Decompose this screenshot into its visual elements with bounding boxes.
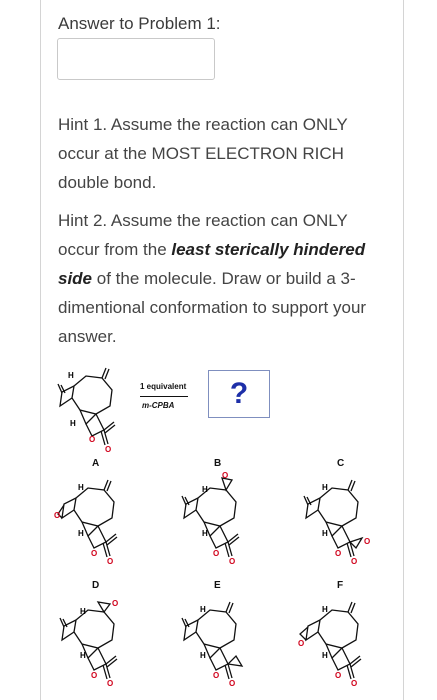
- reagent-amount: 1 equivalent: [140, 382, 187, 391]
- choice-label-a: A: [92, 458, 100, 469]
- atom-h: H: [322, 651, 328, 660]
- atom-h: H: [322, 529, 328, 538]
- atom-o: O: [298, 639, 305, 648]
- atom-o: O: [229, 557, 236, 564]
- atom-o: O: [351, 679, 358, 686]
- reaction-figure: [52, 360, 392, 700]
- atom-h: H: [202, 485, 208, 494]
- atom-h: H: [80, 651, 86, 660]
- choice-label-c: C: [337, 458, 345, 469]
- atom-o: O: [54, 511, 61, 520]
- choice-f-molecule: [298, 596, 384, 686]
- atom-h: H: [200, 651, 206, 660]
- choice-label-b: B: [214, 458, 222, 469]
- atom-h: H: [70, 419, 76, 428]
- atom-h: H: [202, 529, 208, 538]
- atom-o: O: [107, 679, 114, 686]
- atom-h: H: [78, 483, 84, 492]
- atom-o: O: [213, 549, 220, 558]
- atom-o: O: [105, 445, 112, 452]
- choice-e-structure[interactable]: [176, 596, 262, 686]
- atom-o: O: [91, 549, 98, 558]
- hint-1: Hint 1. Assume the reaction can ONLY occur at the MOST ELECTRON RICH double bond.: [58, 115, 348, 192]
- atom-h: H: [78, 529, 84, 538]
- choice-f-structure[interactable]: [298, 596, 384, 686]
- atom-o: O: [229, 679, 236, 686]
- atom-o: O: [335, 549, 342, 558]
- atom-o: O: [89, 435, 96, 444]
- choice-d-structure[interactable]: [54, 594, 136, 686]
- atom-o: O: [364, 537, 371, 546]
- choice-a-molecule: [54, 474, 136, 564]
- unknown-product-box: ?: [208, 370, 270, 418]
- choice-a-structure[interactable]: [54, 474, 136, 564]
- choice-c-molecule: [298, 474, 384, 564]
- atom-o: O: [213, 671, 220, 680]
- choice-e-molecule: [176, 596, 262, 686]
- starting-material-structure: [56, 364, 138, 452]
- atom-o: O: [335, 671, 342, 680]
- choice-label-d: D: [92, 580, 100, 591]
- reaction-arrow: [140, 396, 188, 397]
- hint-2-text-end: of the molecule. Draw or build a 3-dimentional conformation to support your answer.: [58, 269, 367, 346]
- answer-input[interactable]: [57, 38, 215, 80]
- answer-heading: Answer to Problem 1:: [58, 14, 221, 33]
- hint-2-emphasis: least sterically hindered side: [58, 240, 366, 288]
- atom-h: H: [322, 483, 328, 492]
- atom-o: O: [91, 671, 98, 680]
- atom-o: O: [107, 557, 114, 564]
- choice-label-e: E: [214, 580, 221, 591]
- atom-o: O: [112, 599, 119, 608]
- atom-h: H: [80, 607, 86, 616]
- atom-h: H: [322, 605, 328, 614]
- starting-material: [56, 364, 138, 452]
- choice-b-structure[interactable]: [176, 472, 258, 564]
- hint-2-text-start: Hint 2. Assume the reaction can ONLY occur from the: [58, 211, 348, 259]
- reagent-name: m-CPBA: [142, 401, 175, 410]
- atom-o: O: [222, 472, 229, 480]
- choice-b-molecule: [176, 472, 258, 564]
- choice-c-structure[interactable]: [298, 474, 384, 564]
- choice-d-molecule: [54, 594, 136, 686]
- atom-h: H: [68, 371, 74, 380]
- choice-label-f: F: [337, 580, 344, 591]
- hint-2: [58, 206, 388, 351]
- atom-h: H: [200, 605, 206, 614]
- atom-o: O: [351, 557, 358, 564]
